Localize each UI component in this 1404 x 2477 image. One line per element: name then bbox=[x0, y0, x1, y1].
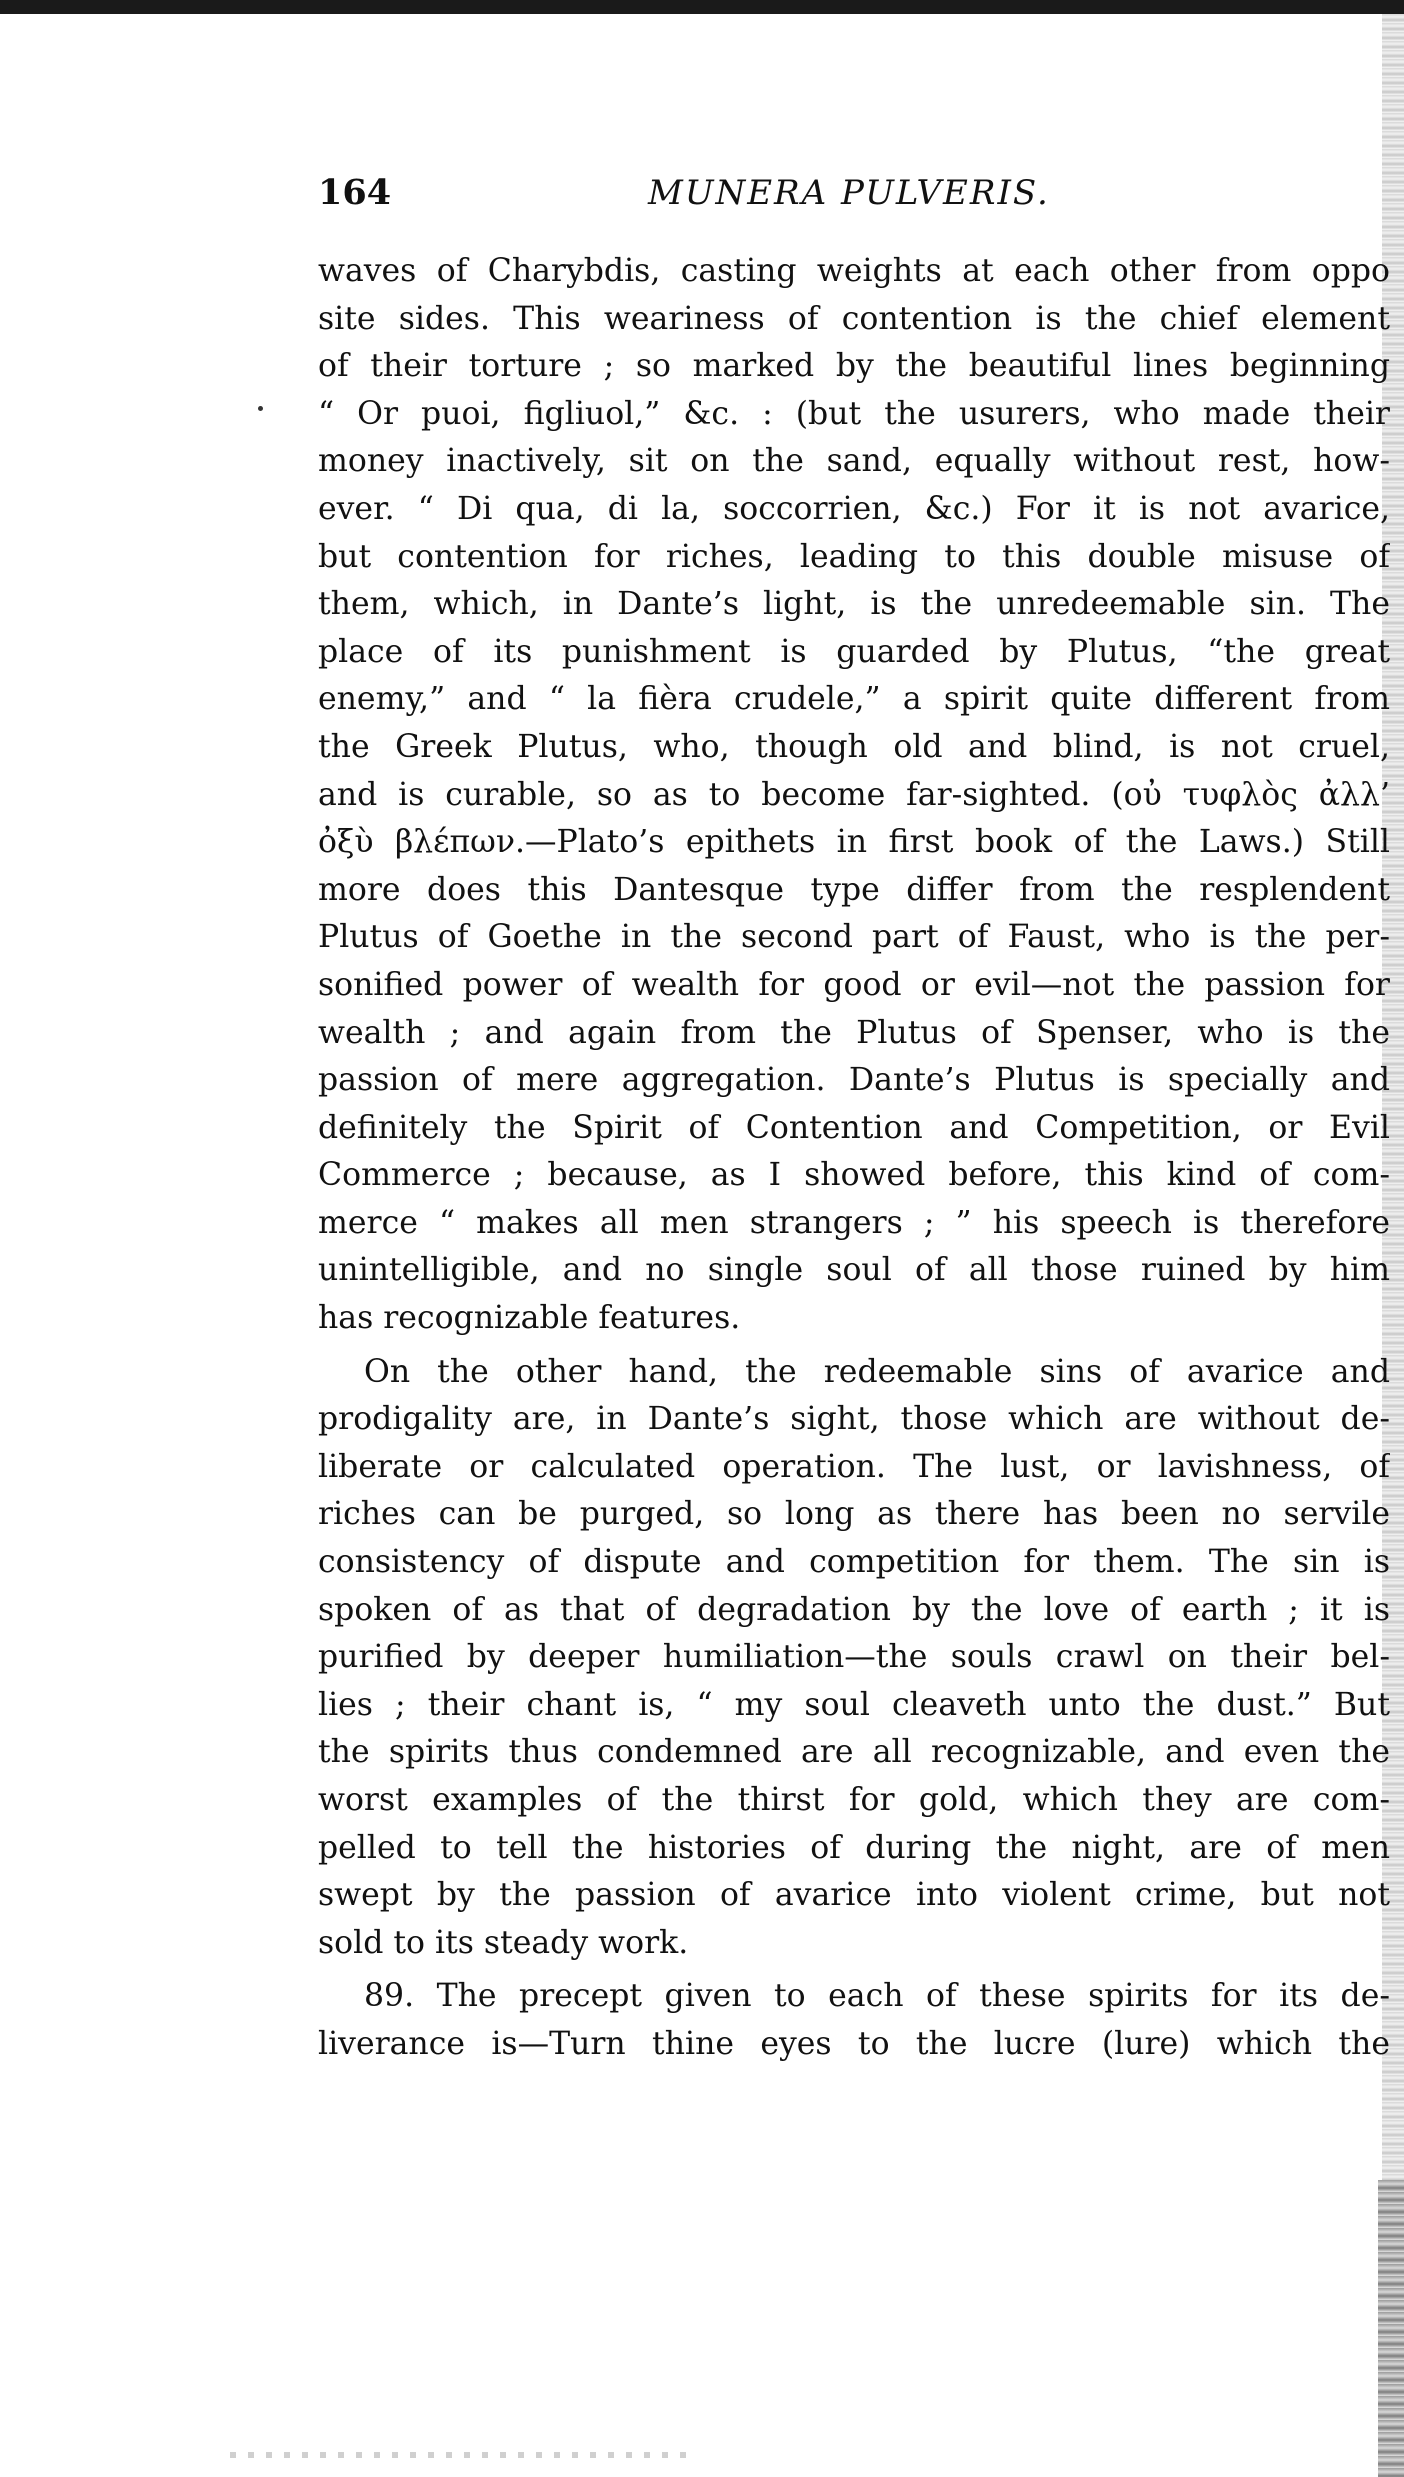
text-line: the spirits thus condemned are all recognizable, and even the bbox=[318, 1734, 1390, 1771]
text-line: more does this Dantesque type differ from the resplendent bbox=[318, 871, 1390, 908]
text-line: definitely the Spirit of Contention and Competition, or Evil bbox=[318, 1109, 1390, 1146]
text-line: riches can be purged, so long as there has been no servile bbox=[318, 1496, 1390, 1533]
text-line: wealth ; and again from the Plutus of Spenser, who is the bbox=[318, 1014, 1390, 1051]
text-line: site sides. This weariness of contention is the chief element bbox=[318, 300, 1390, 337]
text-line: “ Or puoi, figliuol,” &c. : (but the usurers, who made their bbox=[318, 395, 1390, 432]
text-line: and is curable, so as to become far-sighted. (οὐ τυφλὸς ἀλλ’ bbox=[318, 776, 1390, 813]
text-line: the Greek Plutus, who, though old and blind, is not cruel, bbox=[318, 728, 1390, 765]
text-line: place of its punishment is guarded by Plutus, “the great bbox=[318, 633, 1390, 670]
paragraph-end-line: sold to its steady work. bbox=[318, 1924, 689, 1961]
text-line: spoken of as that of degradation by the love of earth ; it is bbox=[318, 1591, 1390, 1628]
text-line: waves of Charybdis, casting weights at each other from oppo bbox=[318, 253, 1390, 289]
section-89-start-line: 89. The precept given to each of these spirits for its de- bbox=[364, 1978, 1390, 2015]
body-text bbox=[318, 248, 1390, 2069]
text-line: worst examples of the thirst for gold, which they are com- bbox=[318, 1782, 1390, 1818]
page-header bbox=[318, 168, 1058, 218]
text-line: pelled to tell the histories of during the night, are of men bbox=[318, 1829, 1390, 1866]
text-line: passion of mere aggregation. Dante’s Plutus is specially and bbox=[318, 1062, 1390, 1099]
page-right-edge-shadow bbox=[1378, 2180, 1404, 2477]
text-line: enemy,” and “ la fièra crudele,” a spirit quite different from bbox=[318, 681, 1390, 718]
stray-ink-dot bbox=[258, 406, 263, 411]
text-line: liberate or calculated operation. The lust, or lavishness, of bbox=[318, 1448, 1390, 1485]
text-line: sonified power of wealth for good or evil—not the passion for bbox=[318, 966, 1390, 1003]
text-line: unintelligible, and no single soul of all those ruined by him bbox=[318, 1252, 1390, 1289]
page-number: 164 bbox=[318, 172, 392, 213]
text-line: ever. “ Di qua, di la, soccorrien, &c.) For it is not avarice, bbox=[318, 490, 1390, 527]
text-line: lies ; their chant is, “ my soul cleaveth unto the dust.” But bbox=[318, 1686, 1390, 1723]
bottom-scan-specks bbox=[230, 2452, 690, 2458]
running-title: MUNERA PULVERIS. bbox=[648, 173, 1050, 213]
text-line: money inactively, sit on the sand, equally without rest, how- bbox=[318, 443, 1390, 480]
text-line: liverance is—Turn thine eyes to the lucre (lure) which the bbox=[318, 2025, 1390, 2062]
text-line: of their torture ; so marked by the beautiful lines beginning bbox=[318, 348, 1390, 385]
text-line: purified by deeper humiliation—the souls crawl on their bel- bbox=[318, 1639, 1390, 1676]
text-line: Commerce ; because, as I showed before, this kind of com- bbox=[318, 1157, 1390, 1194]
text-line: prodigality are, in Dante’s sight, those which are without de- bbox=[318, 1401, 1390, 1438]
paragraph-end-line: has recognizable features. bbox=[318, 1300, 741, 1337]
paragraph-start-line: On the other hand, the redeemable sins of avarice and bbox=[364, 1353, 1390, 1390]
text-line: ὀξὺ βλέπων.—Plato’s epithets in first book of the Laws.) Still bbox=[318, 824, 1390, 861]
text-line: swept by the passion of avarice into violent crime, but not bbox=[318, 1877, 1390, 1914]
page-top-edge bbox=[0, 0, 1404, 14]
text-line: but contention for riches, leading to this double misuse of bbox=[318, 538, 1390, 575]
text-line: them, which, in Dante’s light, is the unredeemable sin. The bbox=[318, 586, 1390, 623]
text-line: merce “ makes all men strangers ; ” his speech is therefore bbox=[318, 1204, 1390, 1241]
text-line: consistency of dispute and competition for them. The sin is bbox=[318, 1544, 1390, 1581]
text-line: Plutus of Goethe in the second part of Faust, who is the per- bbox=[318, 919, 1390, 956]
